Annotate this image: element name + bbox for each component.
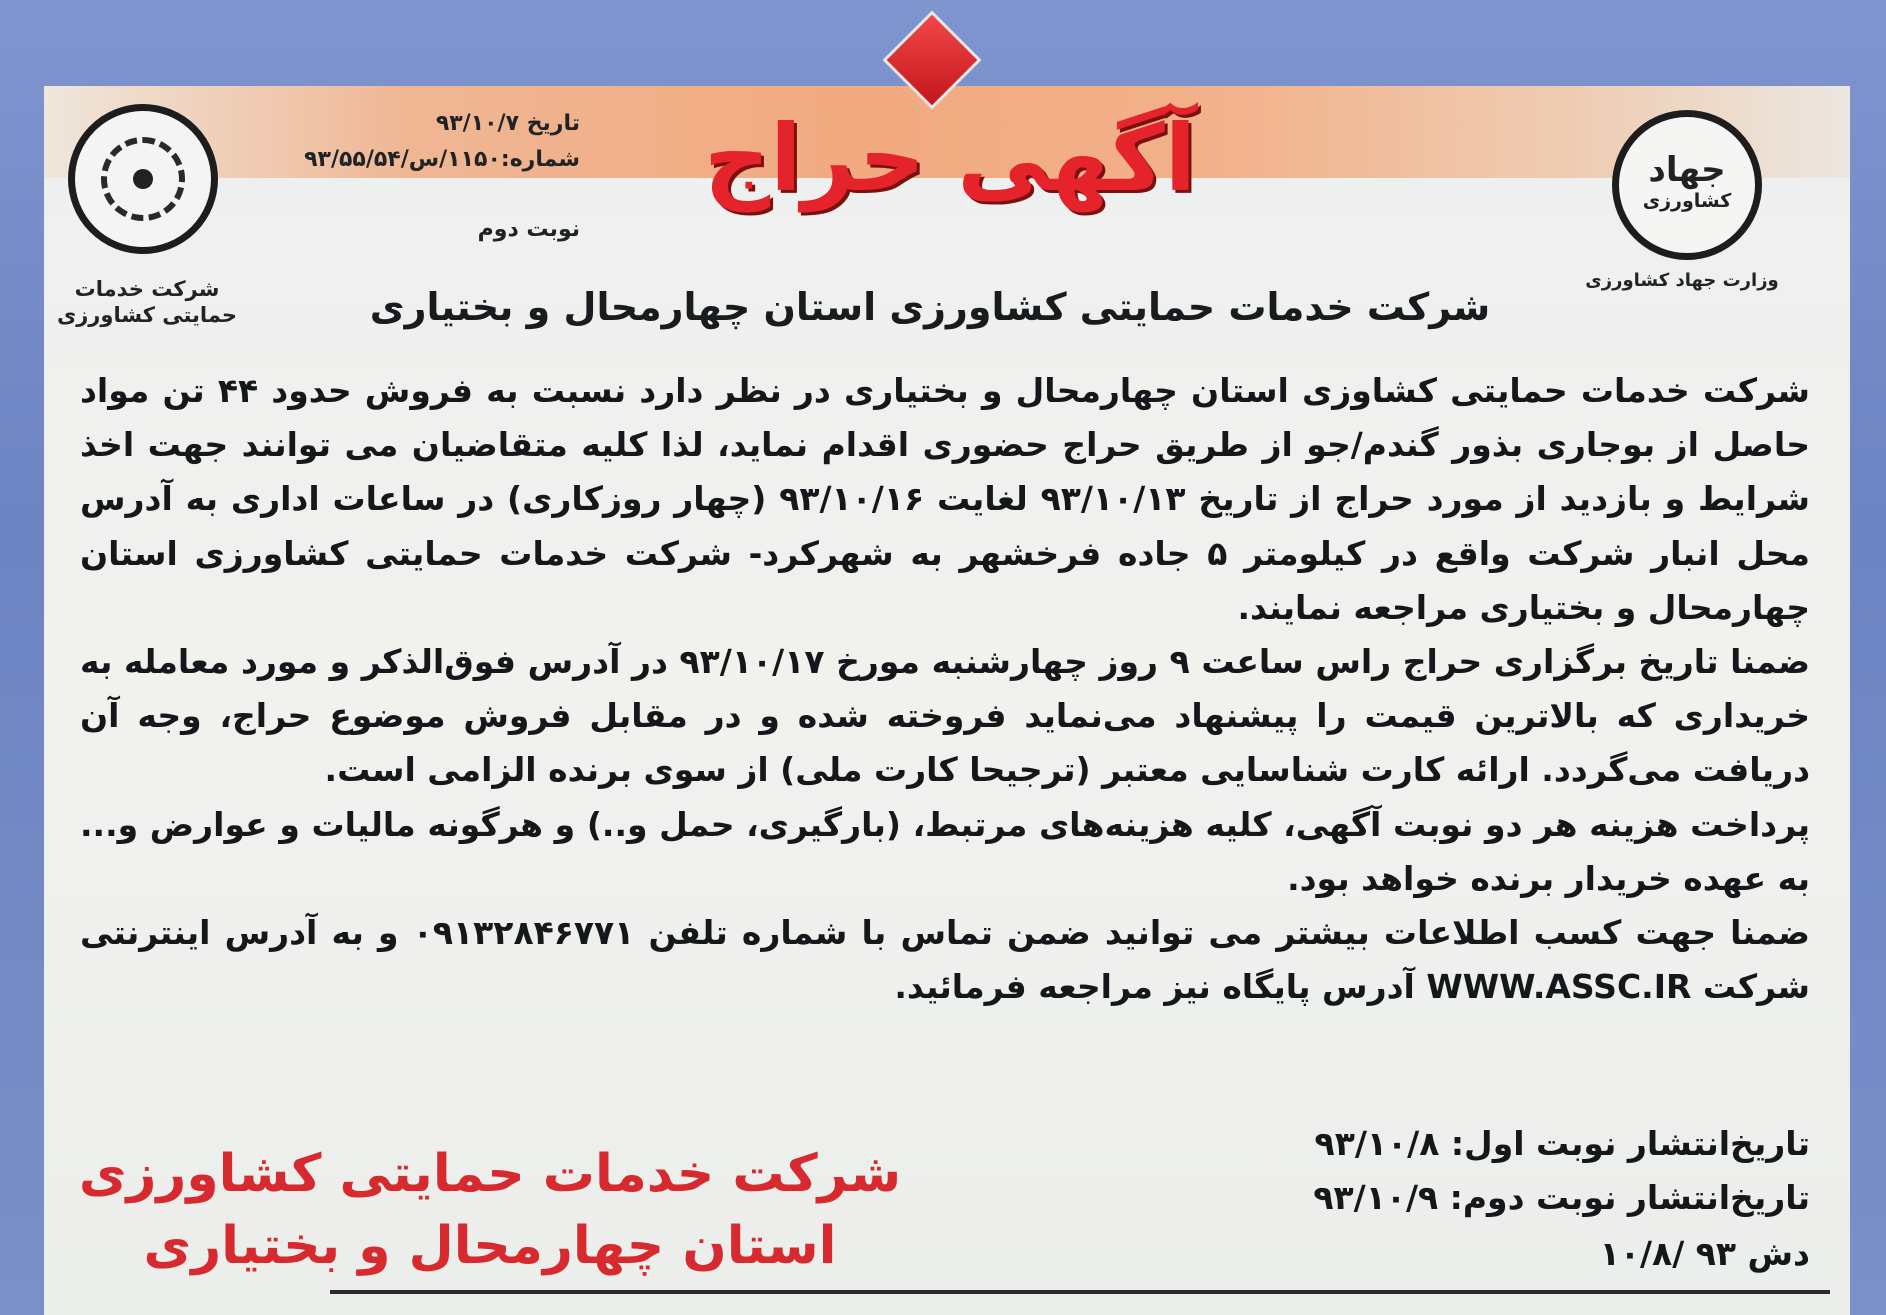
company-logo-caption [52, 276, 242, 328]
ad-number: شماره:۱۱۵۰/س/۹۳/۵۵/۵۴ [304, 147, 580, 172]
signature-line2: استان چهارمحال و بختیاری [143, 1216, 837, 1276]
ministry-caption: وزارت جهاد کشاورزی [1585, 270, 1779, 291]
body-paragraph-3: پرداخت هزینه هر دو نوبت آگهی، کلیه هزینه‌های مرتبط، (بارگیری، حمل و..) و هرگونه مالیات و عوارض و... به عهده خریدار برنده خواهد بود. [80, 804, 1810, 898]
ad-date: تاریخ ۹۳/۱۰/۷ [435, 111, 580, 136]
publication-code: دش ۹۳ /۱۰/۸ [1599, 1234, 1810, 1273]
publication-second: تاریخ‌انتشار نوبت دوم: ۹۳/۱۰/۹ [1313, 1178, 1810, 1217]
body-paragraph-1: شرکت خدمات حمایتی کشاوزی استان چهارمحال و بختیاری در نظر دارد نسبت به فروش حدود ۴۴ تن مواد حاصل از بوجاری بذور گندم/جو از طریق حراج حضوری اقدام نماید، لذا کلیه متقاضیان می توانند جهت اخذ شرایط و بازدید از مورد حراج از تاریخ ۹۳/۱۰/۱۳ لغایت ۹۳/۱۰/۱۶ (چهار روزکاری) در ساعات اداری به آدرس محل انبار شرکت واقع در کیلومتر ۵ جاده فرخشهر به شهرکرد- شرکت خدمات حمایتی کشاورزی استان چهارمحال و بختیاری مراجعه نمایند. [80, 371, 1810, 627]
logo-caption-line1: شرکت خدمات [74, 277, 220, 301]
ad-headline: آگهی حراج [703, 105, 1197, 212]
signature-line1: شرکت خدمات حمایتی کشاورزی [78, 1144, 902, 1204]
logo-caption-line2: حمایتی کشاورزی [56, 303, 238, 327]
ministry-logo-name: جهاد [1648, 150, 1726, 190]
body-paragraph-2: ضمنا تاریخ برگزاری حراج راس ساعت ۹ روز چهارشنبه مورخ ۹۳/۱۰/۱۷ در آدرس فوق‌الذکر و مورد معامله به خریداری که بالاترین قیمت را پیشنهاد می‌نماید فروخته شده و در مقابل فروش موضوع حراج، وجه آن دریافت می‌گردد. ارائه کارت شناسایی معتبر (ترجیحا کارت ملی) از سوی برنده الزامی است. [80, 642, 1810, 790]
signature-block [50, 1138, 930, 1282]
ministry-logo-sub: کشاورزی [1642, 190, 1732, 212]
ad-round: نوبت دوم [477, 217, 580, 242]
publication-first: تاریخ‌انتشار نوبت اول: ۹۳/۱۰/۸ [1314, 1124, 1810, 1163]
ad-body [80, 364, 1810, 1014]
bottom-divider [330, 1290, 1830, 1294]
company-logo-icon [68, 104, 218, 254]
body-paragraph-4: ضمنا جهت کسب اطلاعات بیشتر می توانید ضمن تماس با شماره تلفن ۰۹۱۳۲۸۴۶۷۷۱ و به آدرس اینترنتی شرکت WWW.ASSC.IR آدرس پایگاه نیز مراجعه فرمائید. [80, 913, 1810, 1007]
company-title: شرکت خدمات حمایتی کشاورزی استان چهارمحال و بختیاری [369, 285, 1491, 329]
